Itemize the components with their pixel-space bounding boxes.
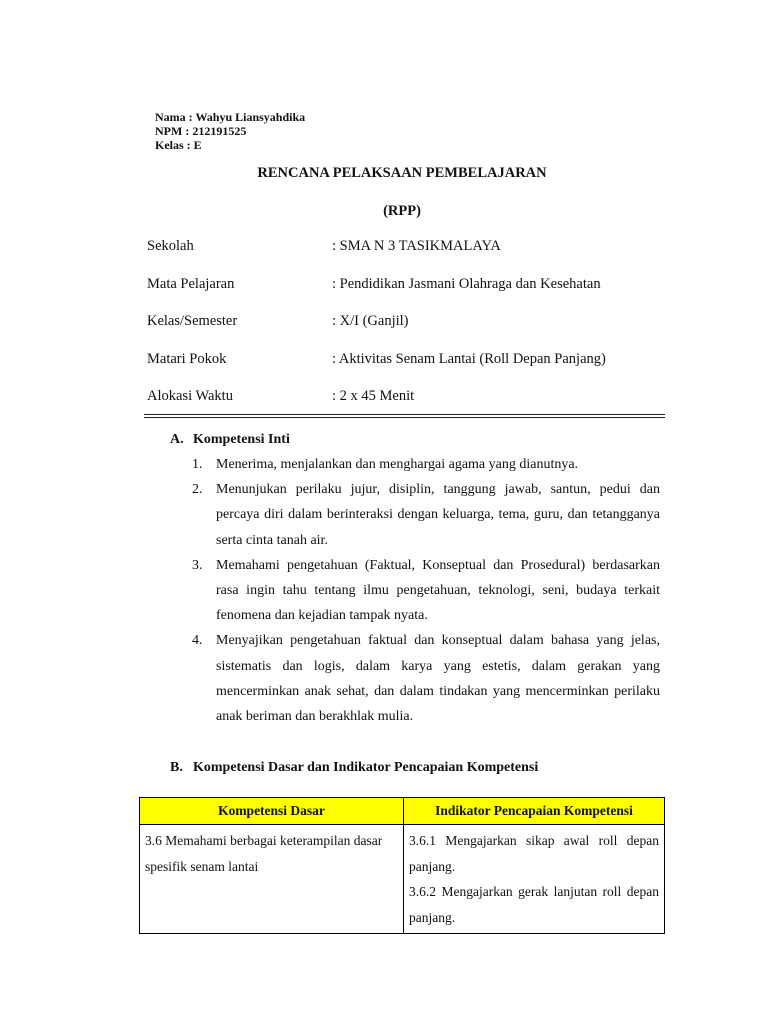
info-value: : 2 x 45 Menit bbox=[332, 388, 415, 404]
table-header-ipk: Indikator Pencapaian Kompetensi bbox=[404, 798, 665, 825]
author-npm: NPM : 212191525 bbox=[155, 124, 247, 138]
list-number: 2. bbox=[192, 482, 203, 498]
section-letter: B. bbox=[170, 760, 183, 775]
double-divider bbox=[144, 414, 665, 418]
info-label: Alokasi Waktu bbox=[147, 388, 233, 404]
list-item bbox=[170, 477, 660, 553]
info-block bbox=[147, 238, 667, 426]
section-kompetensi-inti bbox=[170, 432, 660, 729]
list-text: Memahami pengetahuan (Faktual, Konseptual dan Prosedural) berdasarkan rasa ingin tahu tentang ilmu pengetahuan, teknologi, seni, budaya terkait fenomena dan kejadian tampak nyata. bbox=[216, 557, 660, 624]
list-number: 4. bbox=[192, 633, 203, 649]
section-heading bbox=[170, 760, 660, 776]
list-text: Menyajikan pengetahuan faktual dan konseptual dalam bahasa yang jelas, sistematis dan logis, dalam karya yang estetis, dalam gerakan yang mencerminkan anak sehat, dan dalam tindakan yang mencerminkan perilaku anak beriman dan berakhlak mulia. bbox=[216, 633, 660, 725]
info-label: Mata Pelajaran bbox=[147, 275, 235, 292]
table-cell-kd: 3.6 Memahami berbagai keterampilan dasar spesifik senam lantai bbox=[140, 825, 404, 934]
list-item bbox=[170, 452, 660, 477]
info-label: Sekolah bbox=[147, 238, 194, 254]
table-header-row bbox=[140, 798, 665, 825]
info-value: : Aktivitas Senam Lantai (Roll Depan Panjang) bbox=[332, 350, 606, 367]
info-row-kelas-semester bbox=[147, 313, 667, 351]
info-row-alokasi-waktu bbox=[147, 388, 667, 426]
list-number: 1. bbox=[192, 457, 203, 472]
kompetensi-inti-list bbox=[170, 452, 660, 729]
table-row bbox=[140, 825, 665, 934]
author-name: Nama : Wahyu Liansyahdika bbox=[155, 110, 306, 124]
table-cell-ipk bbox=[404, 825, 665, 934]
ipk-item: 3.6.1 Mengajarkan sikap awal roll depan panjang. bbox=[409, 833, 659, 874]
author-block bbox=[155, 110, 305, 152]
list-item bbox=[170, 553, 660, 629]
section-title: Kompetensi Inti bbox=[193, 432, 290, 447]
kompetensi-table bbox=[139, 797, 665, 934]
section-heading bbox=[170, 432, 660, 448]
info-label: Matari Pokok bbox=[147, 350, 227, 367]
ipk-item: 3.6.2 Mengajarkan gerak lanjutan roll depan panjang. bbox=[409, 884, 659, 925]
author-class: Kelas : E bbox=[155, 138, 202, 152]
info-row-sekolah bbox=[147, 238, 667, 276]
section-title: Kompetensi Dasar dan Indikator Pencapaian Kompetensi bbox=[193, 760, 539, 775]
section-kompetensi-dasar bbox=[170, 760, 660, 776]
info-value: : SMA N 3 TASIKMALAYA bbox=[332, 238, 501, 254]
info-label: Kelas/Semester bbox=[147, 313, 238, 329]
list-number: 3. bbox=[192, 557, 203, 573]
list-item bbox=[170, 628, 660, 729]
info-value: : Pendidikan Jasmani Olahraga dan Kesehatan bbox=[332, 275, 601, 292]
table-header-kd: Kompetensi Dasar bbox=[140, 798, 404, 825]
document-subtitle: (RPP) bbox=[383, 203, 421, 219]
info-row-materi-pokok bbox=[147, 351, 667, 389]
list-text: Menunjukan perilaku jujur, disiplin, tanggung jawab, santun, pedui dan percaya diri dalam berinteraksi dengan keluarga, tema, guru, dan tetangganya serta cinta tanah air. bbox=[216, 482, 660, 548]
section-letter: A. bbox=[170, 432, 184, 447]
info-row-mata-pelajaran bbox=[147, 276, 667, 314]
info-value: : X/I (Ganjil) bbox=[332, 313, 409, 329]
list-text: Menerima, menjalankan dan menghargai agama yang dianutnya. bbox=[216, 457, 579, 472]
document-title: RENCANA PELAKSAAN PEMBELAJARAN bbox=[257, 165, 547, 181]
